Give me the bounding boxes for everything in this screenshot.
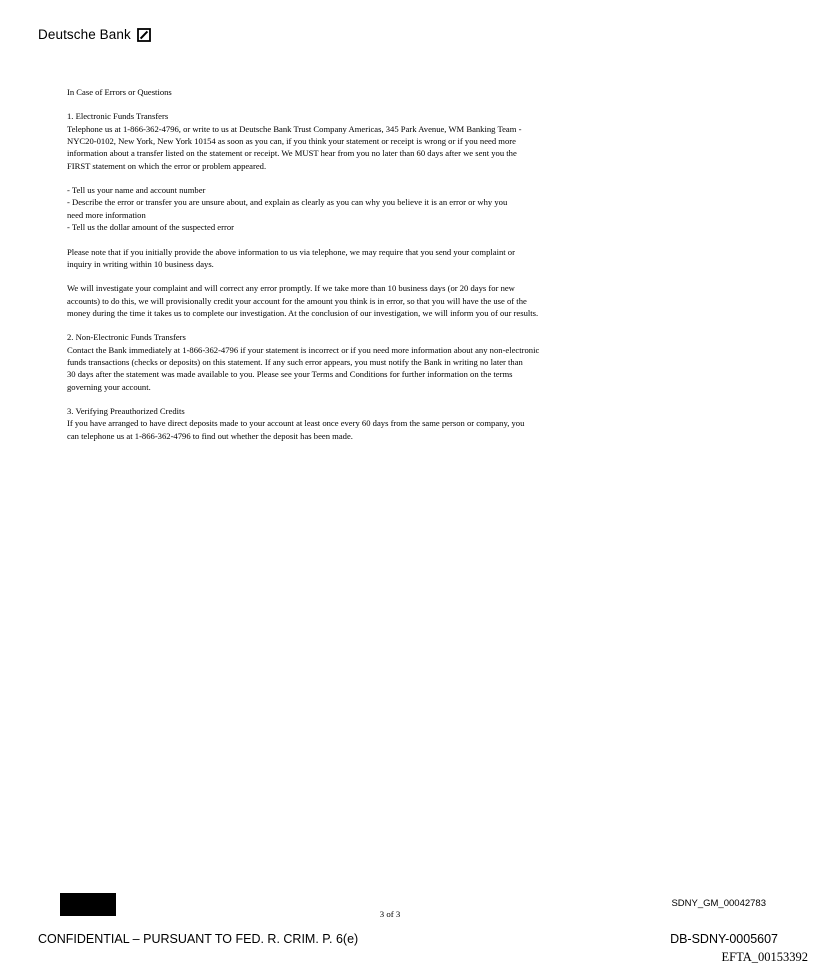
brand-header [38,27,151,42]
notice-section-instructions [67,184,647,233]
text-line: - Tell us your name and account number [67,185,206,196]
notice-heading: In Case of Errors or Questions [67,87,172,97]
text-line: 1. Electronic Funds Transfers [67,111,169,122]
text-line: governing your account. [67,381,151,392]
notice-section-non-electronic-transfers [67,331,647,392]
text-line: - Describe the error or transfer you are unsure about, and explain as clearly as you can why you believe it is an error or why you [67,197,508,208]
notice-section-investigation [67,282,647,319]
text-line: 3. Verifying Preauthorized Credits [67,406,185,417]
bates-number-gm: SDNY_GM_00042783 [671,898,766,909]
text-line: accounts) to do this, we will provisionally credit your account for the amount you think is in error, so that you will have the use of the [67,295,527,306]
text-line: - Tell us the dollar amount of the suspected error [67,222,235,233]
confidentiality-legend: CONFIDENTIAL – PURSUANT TO FED. R. CRIM. P. 6(e) [38,932,359,946]
text-line: We will investigate your complaint and will correct any error promptly. If we take more than 10 business days (or 20 days for new [67,283,515,294]
deutsche-bank-logo-icon [137,28,151,42]
brand-name: Deutsche Bank [38,27,131,42]
text-line: FIRST statement on which the error or problem appeared. [67,160,267,171]
bates-number-efta: EFTA_00153392 [721,950,808,964]
notice-section-electronic-transfers [67,110,647,171]
text-line: money during the time it takes us to complete our investigation. At the conclusion of our investigation, we will inform you of our results. [67,307,539,318]
page-number: 3 of 3 [379,909,401,919]
notice-section-preauthorized-credits [67,405,647,442]
bates-number-db: DB-SDNY-0005607 [670,932,778,946]
text-line: need more information [67,209,146,220]
text-line: inquiry in writing within 10 business days. [67,258,214,269]
notice-heading-section [67,86,647,98]
text-line: Contact the Bank immediately at 1-866-362-4796 if your statement is incorrect or if you need more information about any non-electronic [67,344,540,355]
text-line: NYC20-0102, New York, New York 10154 as soon as you can, if you think your statement or receipt is wrong or if you need more [67,136,516,147]
text-line: can telephone us at 1-866-362-4796 to find out whether the deposit has been made. [67,430,353,441]
text-line: 30 days after the statement was made available to you. Please see your Terms and Conditions for further information on the terms [67,369,513,380]
statement-notice [67,86,647,454]
text-line: Telephone us at 1-866-362-4796, or write to us at Deutsche Bank Trust Company Americas, 345 Park Avenue, WM Banking Team - [67,123,522,134]
text-line: If you have arranged to have direct deposits made to your account at least once every 60 days from the same person or company, you [67,418,525,429]
notice-section-telephone-note [67,246,647,271]
text-line: information about a transfer listed on the statement or receipt. We MUST hear from you no later than 60 days after we sent you the [67,148,517,159]
text-line: funds transactions (checks or deposits) on this statement. If any such error appears, you must notify the Bank in writing no later than [67,356,523,367]
text-line: 2. Non-Electronic Funds Transfers [67,332,186,343]
text-line: Please note that if you initially provide the above information to us via telephone, we may require that you send your complaint or [67,246,515,257]
